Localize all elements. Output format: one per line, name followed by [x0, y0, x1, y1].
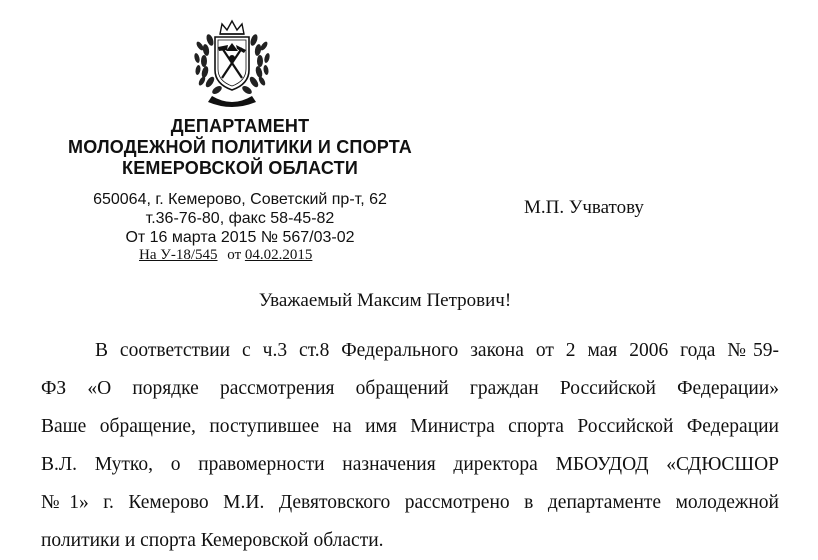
- department-title-line-3: КЕМЕРОВСКОЙ ОБЛАСТИ: [122, 158, 358, 178]
- phone-fax-line: т.36-76-80, факс 58-45-82: [145, 210, 335, 227]
- document-date-number: От 16 марта 2015 № 567/03-02: [125, 229, 355, 246]
- department-title-line-1: ДЕПАРТАМЕНТ: [170, 116, 310, 136]
- body-line: В соответствии с ч.3 ст.8 Федерального закона от 2 мая 2006 года №59-: [95, 340, 779, 361]
- greeting: Уважаемый Максим Петрович!: [258, 290, 512, 311]
- reference-number: На У-18/545: [139, 247, 218, 263]
- department-title-line-2: МОЛОДЕЖНОЙ ПОЛИТИКИ И СПОРТА: [68, 137, 412, 157]
- reference-line: [139, 247, 312, 264]
- body-line: Ваше обращение, поступившее на имя Министра спорта Российской Федерации: [41, 416, 779, 437]
- coat-of-arms-emblem: [182, 18, 282, 110]
- body-line: политики и спорта Кемеровской области.: [41, 530, 384, 551]
- body-line: №1» г. Кемерово М.И. Девятовского рассмотрено в департаменте молодежной: [41, 492, 779, 513]
- reference-date: 04.02.2015: [244, 247, 313, 263]
- body-line: В.Л. Мутко, о правомерности назначения директора МБОУДОД «СДЮСШОР: [41, 454, 779, 475]
- address-line: 650064, г. Кемерово, Советский пр-т, 62: [93, 191, 387, 208]
- reference-from: от: [227, 247, 242, 263]
- recipient-name: М.П. Учватову: [524, 197, 644, 218]
- body-line: ФЗ «О порядке рассмотрения обращений граждан Российской Федерации»: [41, 378, 779, 399]
- body-paragraph: [41, 332, 779, 560]
